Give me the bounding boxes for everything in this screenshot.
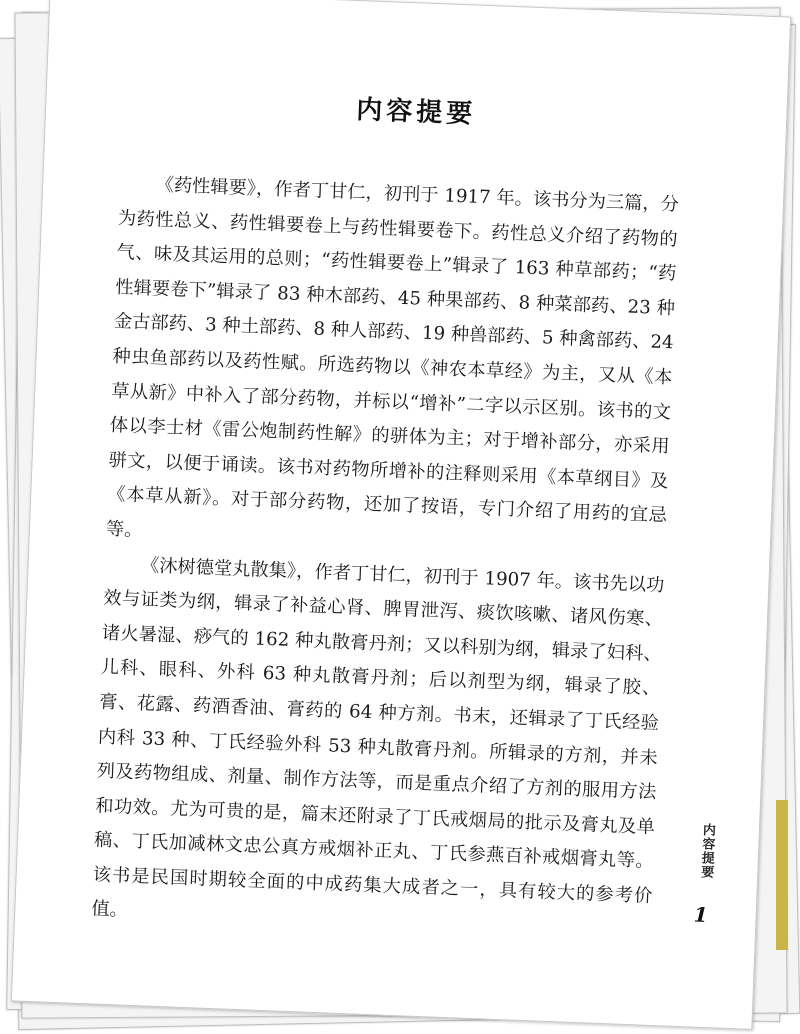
- page-number: 1: [693, 902, 709, 928]
- document-page: [11, 0, 791, 1030]
- section-side-tab: 内容提要: [698, 822, 716, 880]
- paragraph-yaoxing-jiyao: 《药性辑要》，作者丁甘仁，初刊于 1917 年。该书分为三篇，分为药性总义、药性辑要卷上与药性辑要卷下。药性总义介绍了药物的气、味及其运用的总则；“药性辑要卷上”辑录了 163 种草部药；“药性辑要卷下”辑录了 83 种木部药、45 种果部药、8 种菜部药、23 种金古部药、3 种土部药、8 种人部药、19 种兽部药、5 种禽部药、24 种虫鱼部药以及药性赋。所选药物以《神农本草经》为主，又从《本草从新》中补入了部分药物，并标以“增补”二字以示区别。该书的文体以李士材《雷公炮制药性解》的骈体为主；对于增补部分，亦采用骈文，以便于诵读。该书对药物所增补的注释则采用《本草纲目》及《本草从新》。对于部分药物，还加了按语，专门介绍了用药的宜忌等。: [105, 174, 680, 542]
- summary-body: [91, 167, 680, 949]
- paragraph-mushu-detang: 《沐树德堂丸散集》，作者丁甘仁，初刊于 1907 年。该书先以功效与证类为纲，辑录了补益心肾、脾胃泄泻、痰饮咳嗽、诸风伤寒、诸火暑湿、痧气的 162 种丸散膏丹剂；又以科别为纲，辑录了妇科、儿科、眼科、外科 63 种丸散膏丹剂；后以剂型为纲，辑录了胶、膏、花露、药酒香油、膏药的 64 种方剂。书末，还辑录了丁氏经验内科 33 种、丁氏经验外科 53 种丸散膏丹剂。所辑录的方剂，并未列及药物组成、剂量、制作方法等，而是重点介绍了方剂的服用方法和功效。尤为可贵的是，篇末还附录了丁氏戒烟局的批示及膏丸及单稿、丁氏加减林文忠公真方戒烟补正丸、丁氏参燕百补戒烟膏丸等。该书是民国时期较全面的中成药集大成者之一，具有较大的参考价值。: [90, 554, 665, 922]
- page-title: 内容提要: [355, 94, 477, 130]
- book-edge-yellow: [776, 800, 788, 950]
